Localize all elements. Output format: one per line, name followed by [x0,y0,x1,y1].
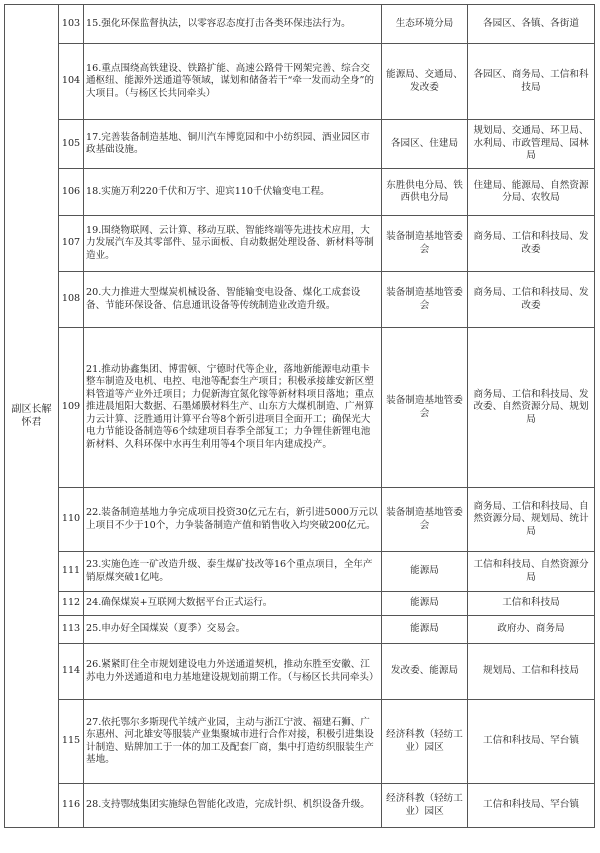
table-row [5,784,595,828]
cooperating-units: 规划局、交通局、环卫局、水利局、市政管理局、园林局 [468,120,595,169]
table-row [5,169,595,216]
lead-unit: 装备制造基地管委会 [382,328,468,488]
task-description: 24.确保煤炭+互联网大数据平台正式运行。 [84,592,382,616]
row-number: 110 [59,488,84,552]
cooperating-units: 商务局、工信和科技局、发改委 [468,216,595,272]
row-number: 113 [59,616,84,644]
task-description: 15.强化环保监督执法，以零容忍态度打击各类环保违法行为。 [84,5,382,44]
row-number: 108 [59,272,84,328]
lead-unit: 经济科教（轻纺工业）园区 [382,700,468,784]
row-number: 114 [59,644,84,700]
lead-unit: 发改委、能源局 [382,644,468,700]
cooperating-units: 各园区、商务局、工信和科技局 [468,44,595,120]
cooperating-units: 工信和科技局 [468,592,595,616]
table-row [5,272,595,328]
lead-unit: 东胜供电分局、铁西供电分局 [382,169,468,216]
cooperating-units: 政府办、商务局 [468,616,595,644]
cooperating-units: 商务局、工信和科技局、发改委 [468,272,595,328]
table-row [5,328,595,488]
lead-unit: 装备制造基地管委会 [382,216,468,272]
task-description: 28.支持鄂绒集团实施绿色智能化改造，完成针织、机织设备升级。 [84,784,382,828]
task-description: 22.装备制造基地力争完成项目投资30亿元左右，新引进5000万元以上项目不少于10个，力争装备制造产值和销售收入均突破200亿元。 [84,488,382,552]
cooperating-units: 住建局、能源局、自然资源分局、农牧局 [468,169,595,216]
table-row [5,700,595,784]
lead-unit: 装备制造基地管委会 [382,488,468,552]
cooperating-units: 商务局、工信和科技局、自然资源分局、规划局、统计局 [468,488,595,552]
lead-unit: 能源局 [382,552,468,592]
task-description: 27.依托鄂尔多斯现代羊绒产业园，主动与浙江宁波、福建石狮、广东惠州、河北雄安等服装产业集聚城市进行合作对接，积极引进集设计制造、贴牌加工于一体的加工及配套厂商，集中打造纺织服装生产基地。 [84,700,382,784]
task-description: 17.完善装备制造基地、铜川汽车博览园和中小纺织园、酒业园区市政基础设施。 [84,120,382,169]
task-description: 26.紧紧盯住全市规划建设电力外送通道契机，推动东胜至安徽、江苏电力外送通道和电力基地建设规划前期工作。（与杨区长共同牵头） [84,644,382,700]
table-row [5,644,595,700]
row-number: 107 [59,216,84,272]
table-row [5,216,595,272]
table-row [5,616,595,644]
cooperating-units: 工信和科技局、自然资源分局 [468,552,595,592]
table-row [5,120,595,169]
row-number: 112 [59,592,84,616]
cooperating-units: 工信和科技局、罕台镇 [468,700,595,784]
row-number: 105 [59,120,84,169]
row-number: 109 [59,328,84,488]
row-number: 106 [59,169,84,216]
lead-unit: 经济科教（轻纺工业）园区 [382,784,468,828]
lead-unit: 能源局 [382,616,468,644]
cooperating-units: 各园区、各镇、各街道 [468,5,595,44]
table-row [5,44,595,120]
task-description: 25.申办好全国煤炭（夏季）交易会。 [84,616,382,644]
task-description: 21.推动协鑫集团、博雷顿、宁德时代等企业，落地新能源电动重卡整车制造及电机、电控、电池等配套生产项目；积极承接雄安新区塑料管道等产业外迁项目；力促新海宜氮化镓等新材料项目落地；重点推进晨旭阳大数据、石墨烯膜材料生产、山东方大煤机制造、广州算力云计算、泛胜通用计算平台等8个新引进项目全面开工；确保光大电力节能设备制造等6个续建项目春季全部复工；力争锂佳新锂电池新材料、久科环保中水再生利用等4个项目年内建成投产。 [84,328,382,488]
row-number: 111 [59,552,84,592]
table-row [5,592,595,616]
lead-unit: 生态环境分局 [382,5,468,44]
row-number: 103 [59,5,84,44]
cooperating-units: 商务局、工信和科技局、发改委、自然资源分局、规划局 [468,328,595,488]
task-description: 19.围绕物联网、云计算、移动互联、智能终端等先进技术应用，大力发展汽车及其零部件、显示面板、自动数据处理设备、新材料等制造业。 [84,216,382,272]
task-description: 16.重点围绕高铁建设、铁路扩能、高速公路骨干网架完善、综合交通枢纽、能源外送通道等领域，谋划和储备若干“牵一发而动全身”的大项目。（与杨区长共同牵头） [84,44,382,120]
responsible-leader-cell: 副区长解怀君 [5,5,59,828]
row-number: 115 [59,700,84,784]
lead-unit: 能源局、交通局、发改委 [382,44,468,120]
cooperating-units: 工信和科技局、罕台镇 [468,784,595,828]
lead-unit: 装备制造基地管委会 [382,272,468,328]
cooperating-units: 规划局、工信和科技局 [468,644,595,700]
row-number: 104 [59,44,84,120]
table-row [5,5,595,44]
lead-unit: 能源局 [382,592,468,616]
lead-unit: 各园区、住建局 [382,120,468,169]
task-table [4,4,595,828]
table-row [5,488,595,552]
table-row [5,552,595,592]
task-description: 23.实施色连一矿改造升级、泰生煤矿技改等16个重点项目，全年产销原煤突破1亿吨。 [84,552,382,592]
row-number: 116 [59,784,84,828]
task-description: 18.实施万利220千伏和万宇、迎宾110千伏输变电工程。 [84,169,382,216]
task-description: 20.大力推进大型煤炭机械设备、智能输变电设备、煤化工成套设备、节能环保设备、信息通讯设备等传统制造业改造升级。 [84,272,382,328]
